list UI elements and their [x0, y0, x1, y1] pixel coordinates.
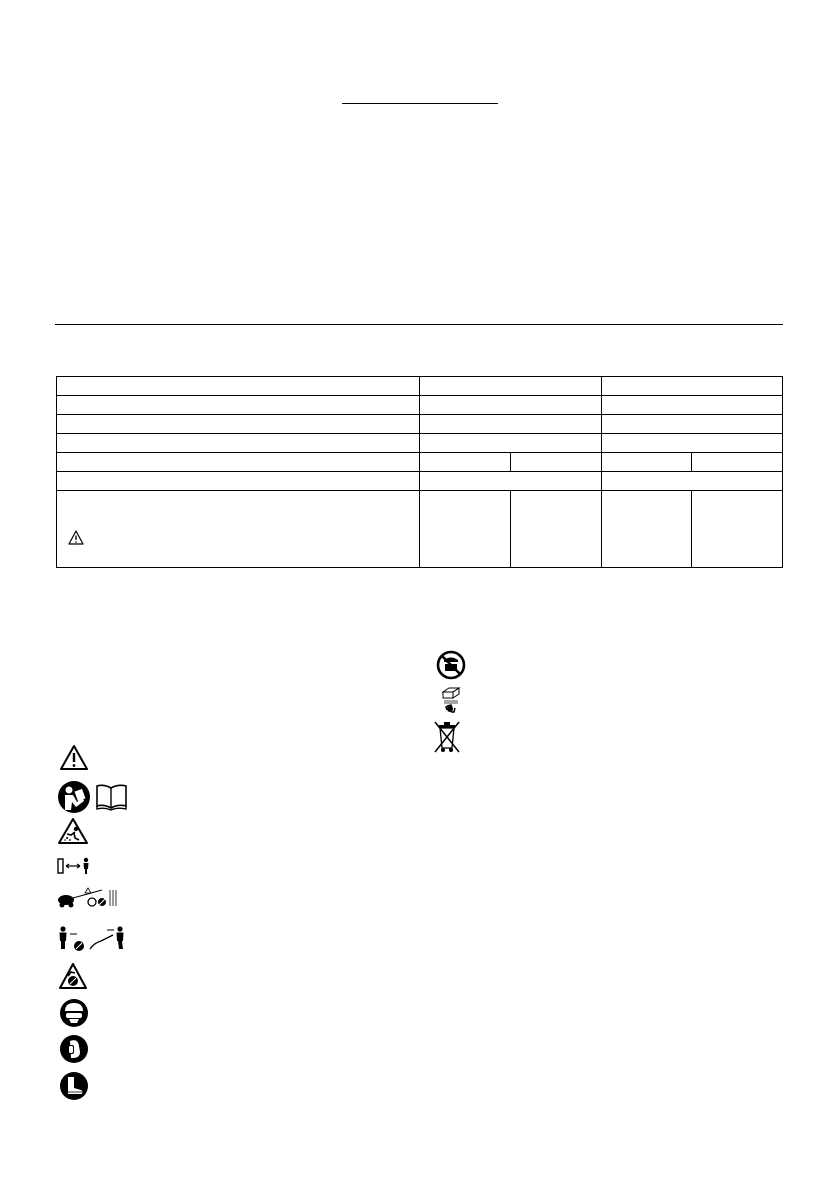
battery-recycling-icon	[440, 686, 462, 716]
table-row	[57, 415, 783, 434]
persons-away-icon	[57, 925, 129, 953]
warning-triangle-icon	[68, 530, 84, 545]
table-row	[57, 453, 783, 472]
table-cell	[420, 472, 602, 491]
wear-helmet-goggles-icon	[59, 998, 89, 1028]
table-cell	[57, 434, 420, 453]
table-cell	[601, 434, 783, 453]
title-underline	[342, 103, 498, 104]
rotating-blade-warning-icon	[58, 962, 88, 990]
table-cell	[420, 453, 511, 472]
table-cell	[601, 453, 692, 472]
flying-objects-warning-icon	[57, 817, 89, 845]
table-row	[57, 377, 783, 396]
table-cell	[601, 472, 783, 491]
table-row	[57, 472, 783, 491]
read-manual-icon	[57, 780, 129, 814]
section-divider	[55, 324, 783, 325]
wear-ear-protection-icon	[59, 1034, 89, 1064]
table-cell	[57, 472, 420, 491]
keep-distance-icon	[57, 857, 93, 875]
table-cell	[57, 453, 420, 472]
table-cell	[601, 377, 783, 396]
specification-table	[56, 376, 783, 568]
bystanders-distance-icon	[56, 884, 118, 910]
table-cell	[510, 453, 601, 472]
table-cell	[692, 453, 783, 472]
table-cell	[420, 434, 602, 453]
table-row	[57, 491, 783, 568]
table-cell	[57, 396, 420, 415]
table-cell	[601, 491, 692, 568]
table-cell	[57, 491, 420, 568]
table-cell	[420, 377, 602, 396]
table-cell	[57, 377, 420, 396]
table-row	[57, 434, 783, 453]
wear-boots-icon	[59, 1071, 89, 1101]
crossed-out-wheelie-bin-icon	[434, 720, 460, 754]
warning-triangle-icon	[59, 744, 89, 771]
table-cell	[510, 491, 601, 568]
table-cell	[420, 491, 511, 568]
table-cell	[692, 491, 783, 568]
table-row	[57, 396, 783, 415]
table-cell	[420, 415, 602, 434]
no-rain-exposure-icon	[436, 650, 466, 680]
table-cell	[601, 396, 783, 415]
table-cell	[420, 396, 602, 415]
table-cell	[601, 415, 783, 434]
table-cell	[57, 415, 420, 434]
